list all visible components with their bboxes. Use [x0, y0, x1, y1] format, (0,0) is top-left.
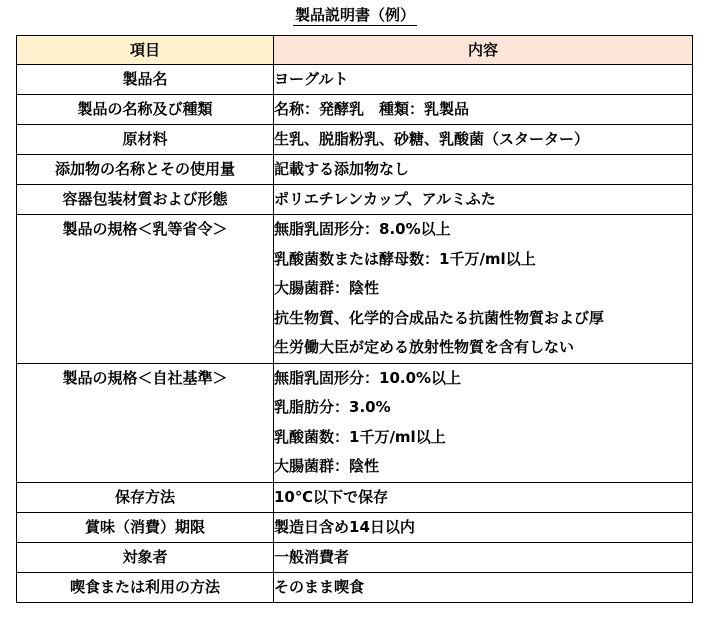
product-spec-table — [16, 35, 693, 603]
row-item-packaging: 容器包装材質および形態 — [17, 185, 274, 215]
row-content-spec-ordinance — [274, 215, 693, 364]
spec-ordinance-line: 抗生物質、化学的合成品たる抗菌性物質および厚 — [274, 308, 605, 327]
row-content-product-name: ヨーグルト — [274, 65, 693, 95]
row-content-packaging: ポリエチレンカップ、アルミふた — [274, 185, 693, 215]
table-row — [17, 95, 693, 125]
row-item-target: 対象者 — [17, 542, 274, 572]
row-content-expiry: 製造日含め14日以内 — [274, 512, 693, 542]
spec-internal-line: 乳脂肪分：3.0% — [274, 398, 391, 416]
table-row — [17, 125, 693, 155]
row-item-name-and-type: 製品の名称及び種類 — [17, 95, 274, 125]
spec-ordinance-line: 生労働大臣が定める放射性物質を含有しない — [274, 338, 575, 356]
row-item-expiry: 賞味（消費）期限 — [17, 512, 274, 542]
row-item-product-name: 製品名 — [17, 65, 274, 95]
row-item-spec-ordinance — [17, 215, 274, 364]
row-content-target: 一般消費者 — [274, 542, 693, 572]
table-row — [17, 155, 693, 185]
row-item-usage: 喫食または利用の方法 — [17, 572, 274, 602]
table-row — [17, 185, 693, 215]
row-item-spec-ordinance-label: 製品の規格＜乳等省令＞ — [62, 220, 228, 238]
row-item-additives: 添加物の名称とその使用量 — [17, 155, 274, 185]
table-row — [17, 572, 693, 602]
table-row — [17, 542, 693, 572]
table-row — [17, 512, 693, 542]
row-item-spec-internal — [17, 363, 274, 482]
row-content-spec-internal — [274, 363, 693, 482]
document-title — [0, 4, 710, 26]
table-row — [17, 482, 693, 512]
row-item-spec-internal-label: 製品の規格＜自社基準＞ — [62, 368, 228, 387]
spec-internal-line: 大腸菌群：陰性 — [274, 457, 380, 475]
table-row — [17, 65, 693, 95]
spec-internal-line: 乳酸菌数：1千万/ml以上 — [274, 427, 446, 446]
row-content-storage: 10℃以下で保存 — [274, 482, 693, 512]
row-content-additives: 記載する添加物なし — [274, 155, 693, 185]
table-row — [17, 363, 693, 482]
document-title-text: 製品説明書（例） — [294, 6, 415, 24]
row-content-usage: そのまま喫食 — [274, 572, 693, 602]
row-item-storage: 保存方法 — [17, 482, 274, 512]
header-item: 項目 — [17, 36, 274, 65]
spec-ordinance-line: 乳酸菌数または酵母数：1千万/ml以上 — [274, 249, 536, 268]
row-content-ingredients: 生乳、脱脂粉乳、砂糖、乳酸菌（スターター） — [274, 125, 693, 155]
table-header-row — [17, 36, 693, 65]
header-content: 内容 — [274, 36, 693, 65]
table-row — [17, 215, 693, 364]
row-content-name-and-type: 名称：発酵乳 種類：乳製品 — [274, 95, 693, 125]
spec-ordinance-line: 無脂乳固形分：8.0%以上 — [274, 220, 451, 238]
row-item-ingredients: 原材料 — [17, 125, 274, 155]
spec-ordinance-line: 大腸菌群：陰性 — [274, 279, 380, 297]
spec-internal-line: 無脂乳固形分：10.0%以上 — [274, 368, 462, 387]
